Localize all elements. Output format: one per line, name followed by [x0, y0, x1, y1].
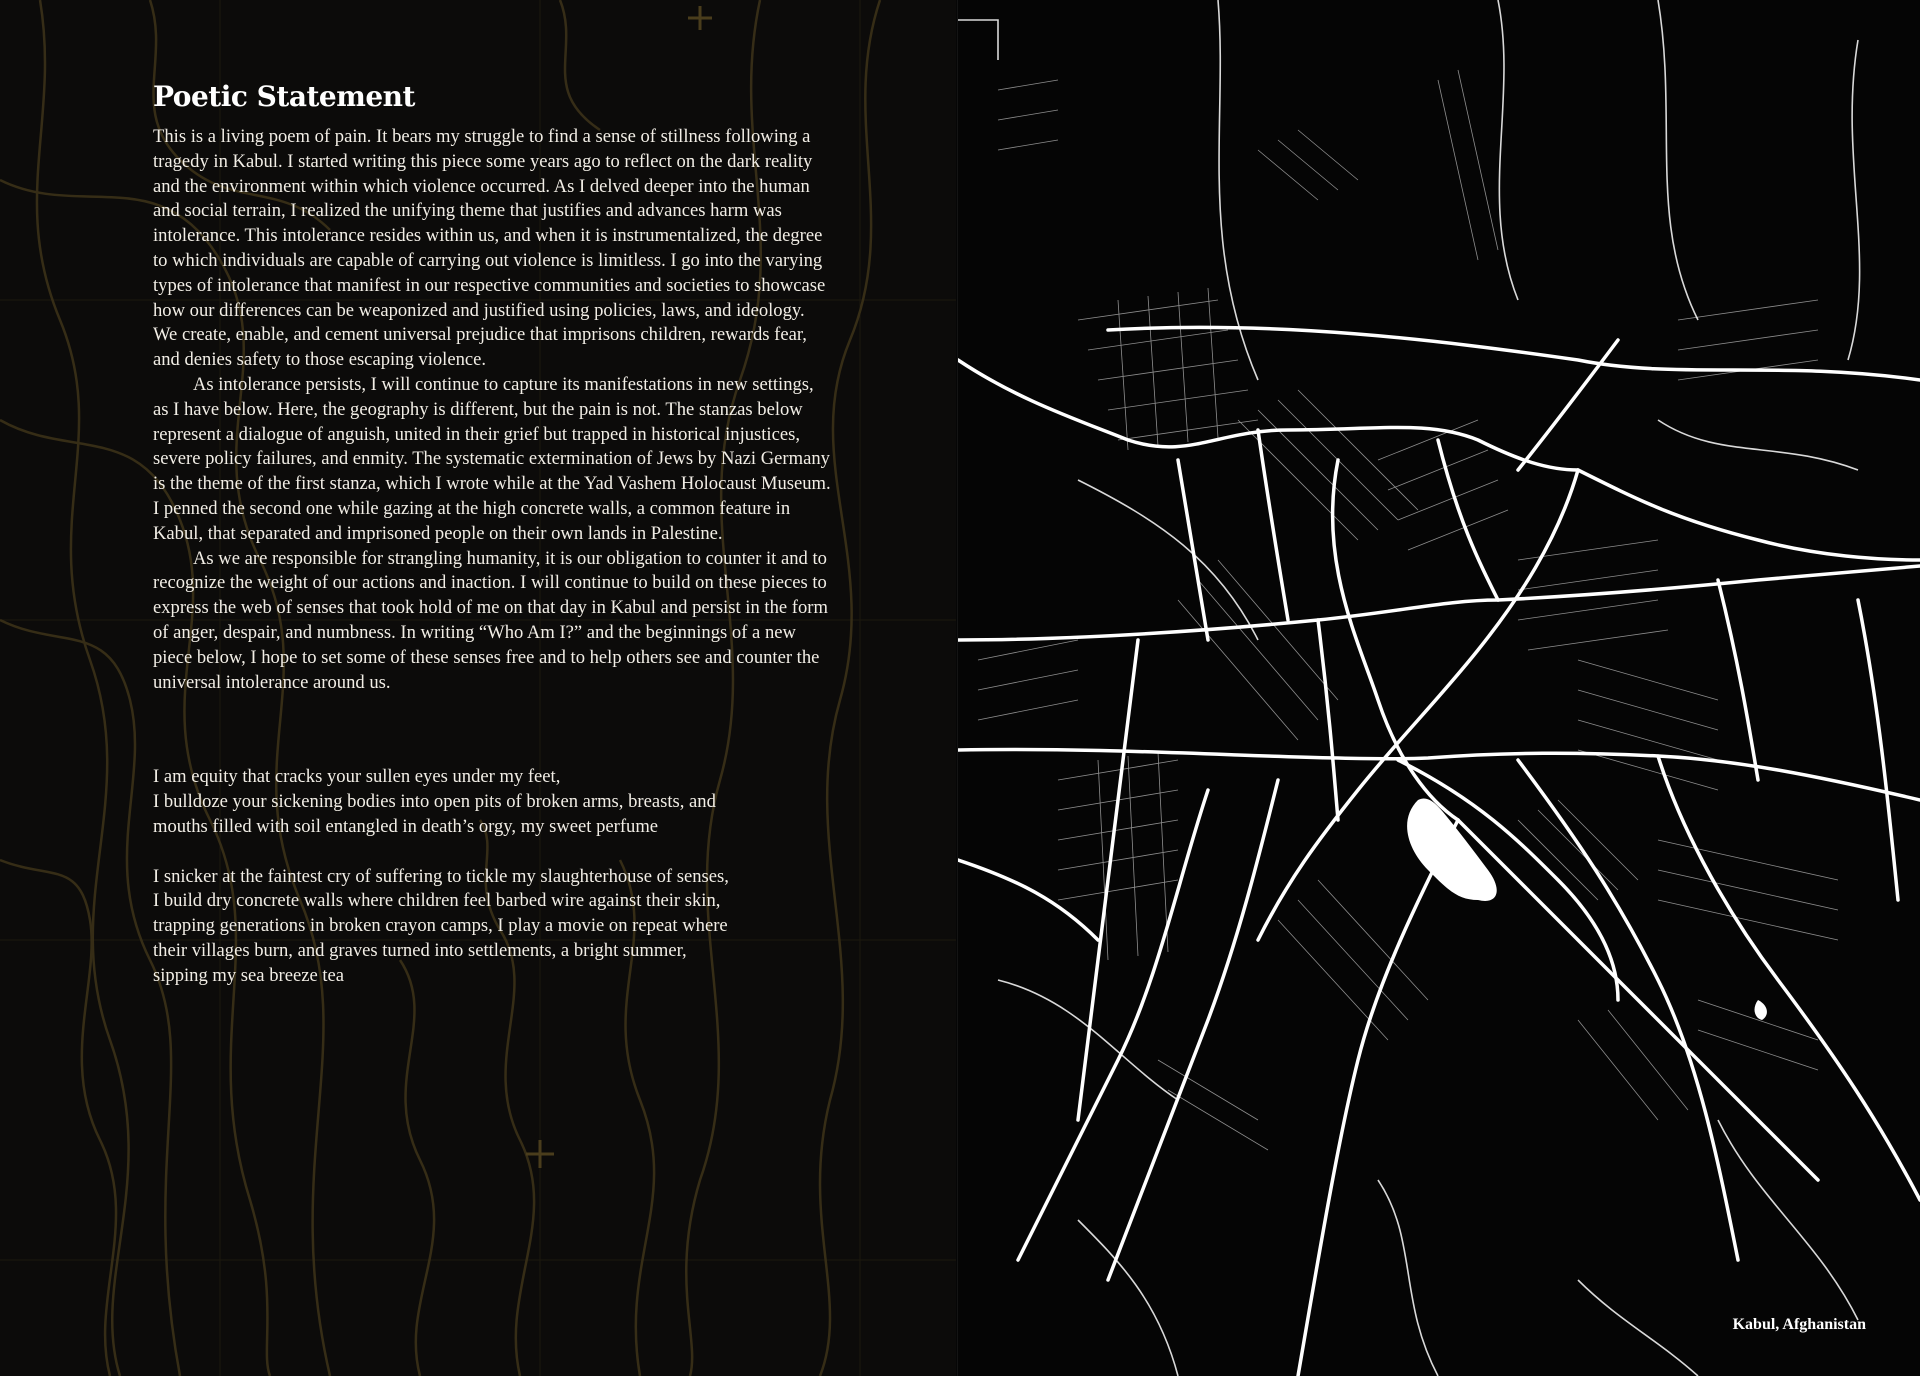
- kabul-street-map: [958, 0, 1920, 1376]
- statement-paragraph: As intolerance persists, I will continue to capture its manifestations in new settings, as I have below. Here, the geography is different, but the pain is not. The stanzas below represent a dialogue of anguish, united in their grief but trapped in historical injustices, severe policy failures, and enmity. The systematic extermination of Jews by Nazi Germany is the theme of the first stanza, which I wrote while at the Yad Vashem Holocaust Museum. I penned the second one while gazing at the high concrete walls, a common feature in Kabul, that separated and imprisoned people on their own lands in Palestine.: [153, 373, 831, 544]
- poem-line: I snicker at the faintest cry of suffering to tickle my slaughterhouse of senses,: [153, 865, 729, 887]
- poem-line: mouths filled with soil entangled in death’s orgy, my sweet perfume: [153, 815, 659, 837]
- poem-stanza-1: [153, 765, 833, 839]
- poem: [153, 765, 833, 988]
- poem-line: I am equity that cracks your sullen eyes under my feet,: [153, 766, 561, 788]
- poem-line: I bulldoze your sickening bodies into open pits of broken arms, breasts, and: [153, 791, 716, 813]
- statement-paragraph: This is a living poem of pain. It bears my struggle to find a sense of stillness following a tragedy in Kabul. I started writing this piece some years ago to reflect on the dark reality and the environment within which violence occurred. As I delved deeper into the human and social terrain, I realized the unifying theme that justifies and advances harm was intolerance. This intolerance resides within us, and when it is instrumentalized, the degree to which individuals are capable of carrying out violence is limitless. I go into the varying types of intolerance that manifest in our respective communities and societies to showcase how our differences can be weaponized and justified using policies, laws, and ideology. We create, enable, and cement universal prejudice that imprisons children, rewards fear, and denies safety to those escaping violence.: [153, 126, 826, 371]
- right-page: [958, 0, 1920, 1376]
- statement-body: [153, 125, 833, 695]
- poetic-statement: [153, 80, 833, 989]
- statement-paragraph: As we are responsible for strangling humanity, it is our obligation to counter it and to recognize the weight of our actions and inaction. I will continue to build on these pieces to express the web of senses that took hold of me on that day in Kabul and persist in the form of anger, despair, and numbness. In writing “Who Am I?” and the beginnings of a new piece below, I hope to set some of these senses free and to help others see and counter the universal intolerance around us.: [153, 547, 828, 693]
- poem-line: trapping generations in broken crayon camps, I play a movie on repeat where: [153, 915, 728, 937]
- left-page: [0, 0, 958, 1376]
- poem-line: their villages burn, and graves turned into settlements, a bright summer,: [153, 939, 687, 961]
- page-title: Poetic Statement: [153, 80, 415, 113]
- poem-line: I build dry concrete walls where children feel barbed wire against their skin,: [153, 890, 721, 912]
- poem-line: sipping my sea breeze tea: [153, 964, 345, 986]
- map-caption: Kabul, Afghanistan: [1732, 1316, 1866, 1333]
- poem-stanza-2: [153, 865, 833, 989]
